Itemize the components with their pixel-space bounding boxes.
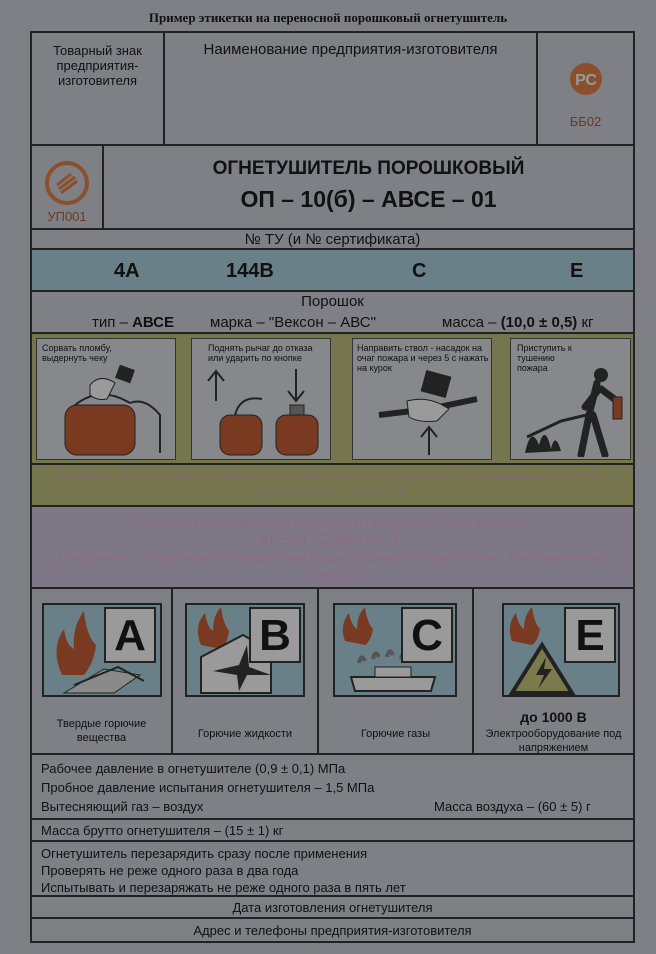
svg-text:РС: РС [575,72,597,89]
class-c-letter: С [401,607,453,663]
aim-nozzle-icon [359,365,487,457]
step-3-text: Направить ствол - насадок на очаг пожара и через 5 с нажать на курок [357,343,489,373]
cert-mark-code: ББ02 [569,114,602,129]
product-cell [103,145,634,229]
rating-class-c: С [412,260,427,282]
powder-mass [442,314,594,331]
manufacturer-cell [164,32,537,145]
gross-mass-row [31,819,634,841]
raise-lever-icon [200,365,325,457]
temperature-heading: Температурный диапазон хранения и применения огнетушителя: [135,514,530,529]
instructions-band [31,333,634,464]
warning-band [31,464,634,506]
powder-mass-label: масса – [442,314,501,331]
class-b-letter: В [249,607,301,663]
extinguish-fire-icon [515,365,629,457]
step-4-panel [510,338,631,460]
up-mark-code: УП001 [47,209,87,224]
maintenance-item: Проверять не реже одного раза в два года [41,863,299,878]
trademark-cell [31,32,164,145]
product-model: ОП – 10(б) – АВСЕ – 01 [240,186,497,212]
address-row [31,918,634,942]
air-mass: Масса воздуха – (60 ± 5) г [434,799,591,814]
class-b-pictogram [185,603,305,697]
class-b-caption: Горючие жидкости [197,728,293,740]
powder-type-value: АВСЕ [132,314,174,331]
manufacture-date-row [31,896,634,918]
product-type: ОГНЕТУШИТЕЛЬ ПОРОШКОВЫЙ [212,158,525,179]
powder-type [92,314,174,331]
class-a-cell [31,588,172,754]
class-e-voltage: до 1000 В [520,709,587,725]
step-1-text: Сорвать пломбу, выдернуть чеку [42,343,112,363]
class-a-letter: А [104,607,156,663]
powder-mass-value: (10,0 ± 0,5) [500,314,578,331]
maintenance-item: Испытывать и перезаряжать не реже одного раза в пять лет [41,880,406,895]
class-a-pictogram [42,603,162,697]
class-c-pictogram [333,603,457,697]
tu-text: № ТУ (и № сертификата) [244,231,421,248]
step-2-text: Поднять рычаг до отказа или ударить по кнопке [208,343,313,363]
pct-certification-icon [568,61,604,97]
propellant-gas: Вытесняющий газ – воздух [41,799,204,814]
powder-type-label: тип – [92,314,133,331]
manufacturer-address: Адрес и телефоны предприятия-изготовителя [193,923,472,938]
manufacture-date: Дата изготовления огнетушителя [232,900,433,915]
maintenance-item: Огнетушитель перезарядить сразу после применения [41,846,368,861]
powder-brand: марка – "Вексон – АВС" [210,314,376,331]
step-3-panel [352,338,492,460]
powder-mass-unit: кг [577,314,594,331]
rating-class-b: 144В [226,260,274,282]
step-1-panel [36,338,176,460]
rating-class-a: 4А [114,260,140,282]
class-e-pictogram [502,603,620,697]
class-c-cell [318,588,473,754]
gross-mass: Масса брутто огнетушителя – (15 ± 1) кг [41,823,284,838]
step-2-panel [191,338,331,460]
class-e-caption: Электрооборудование под напряжением [485,728,622,754]
ex-protection-icon [44,160,90,206]
class-e-cell [473,588,634,754]
temperature-band [31,506,634,588]
up-mark-cell [31,145,103,229]
storage-warning: Предохранять огнетушитель от воздействия осадков, прямых солнечных лучей и нагревательных приборов [58,551,607,580]
rating-class-e: Е [570,260,584,282]
specs-block [31,754,634,819]
step-4-text: Приступить к тушению пожара [517,343,572,373]
manufacturer-text: Наименование предприятия-изготовителя [203,41,498,58]
powder-heading: Порошок [301,293,364,310]
test-pressure: Пробное давление испытания огнетушителя – 1,5 МПа [41,780,375,795]
maintenance-block [31,841,634,896]
class-b-cell [172,588,318,754]
pull-pin-icon [45,365,170,457]
trademark-text: Товарный знак предприятия-изготовителя [53,43,142,88]
class-e-letter: Е [564,607,616,663]
temperature-range: от −50 °С до +50 °С [259,531,406,548]
certification-cell [537,32,634,145]
class-a-caption: Твердые горючие вещества [56,718,147,744]
tu-row [31,229,634,249]
page-title: Пример этикетки на переносной порошковый огнетушитель [148,10,508,25]
powder-row [31,291,634,333]
ratings-band [31,249,634,291]
working-pressure: Рабочее давление в огнетушителе (0,9 ± 0,1) МПа [41,761,346,776]
warning-text: Внимание! Огнетушитель пригоден для тушения электрооборудования под напряжением до 1000 В с расстояния не менее 1 м [53,469,612,498]
class-c-caption: Горючие газы [360,728,431,740]
